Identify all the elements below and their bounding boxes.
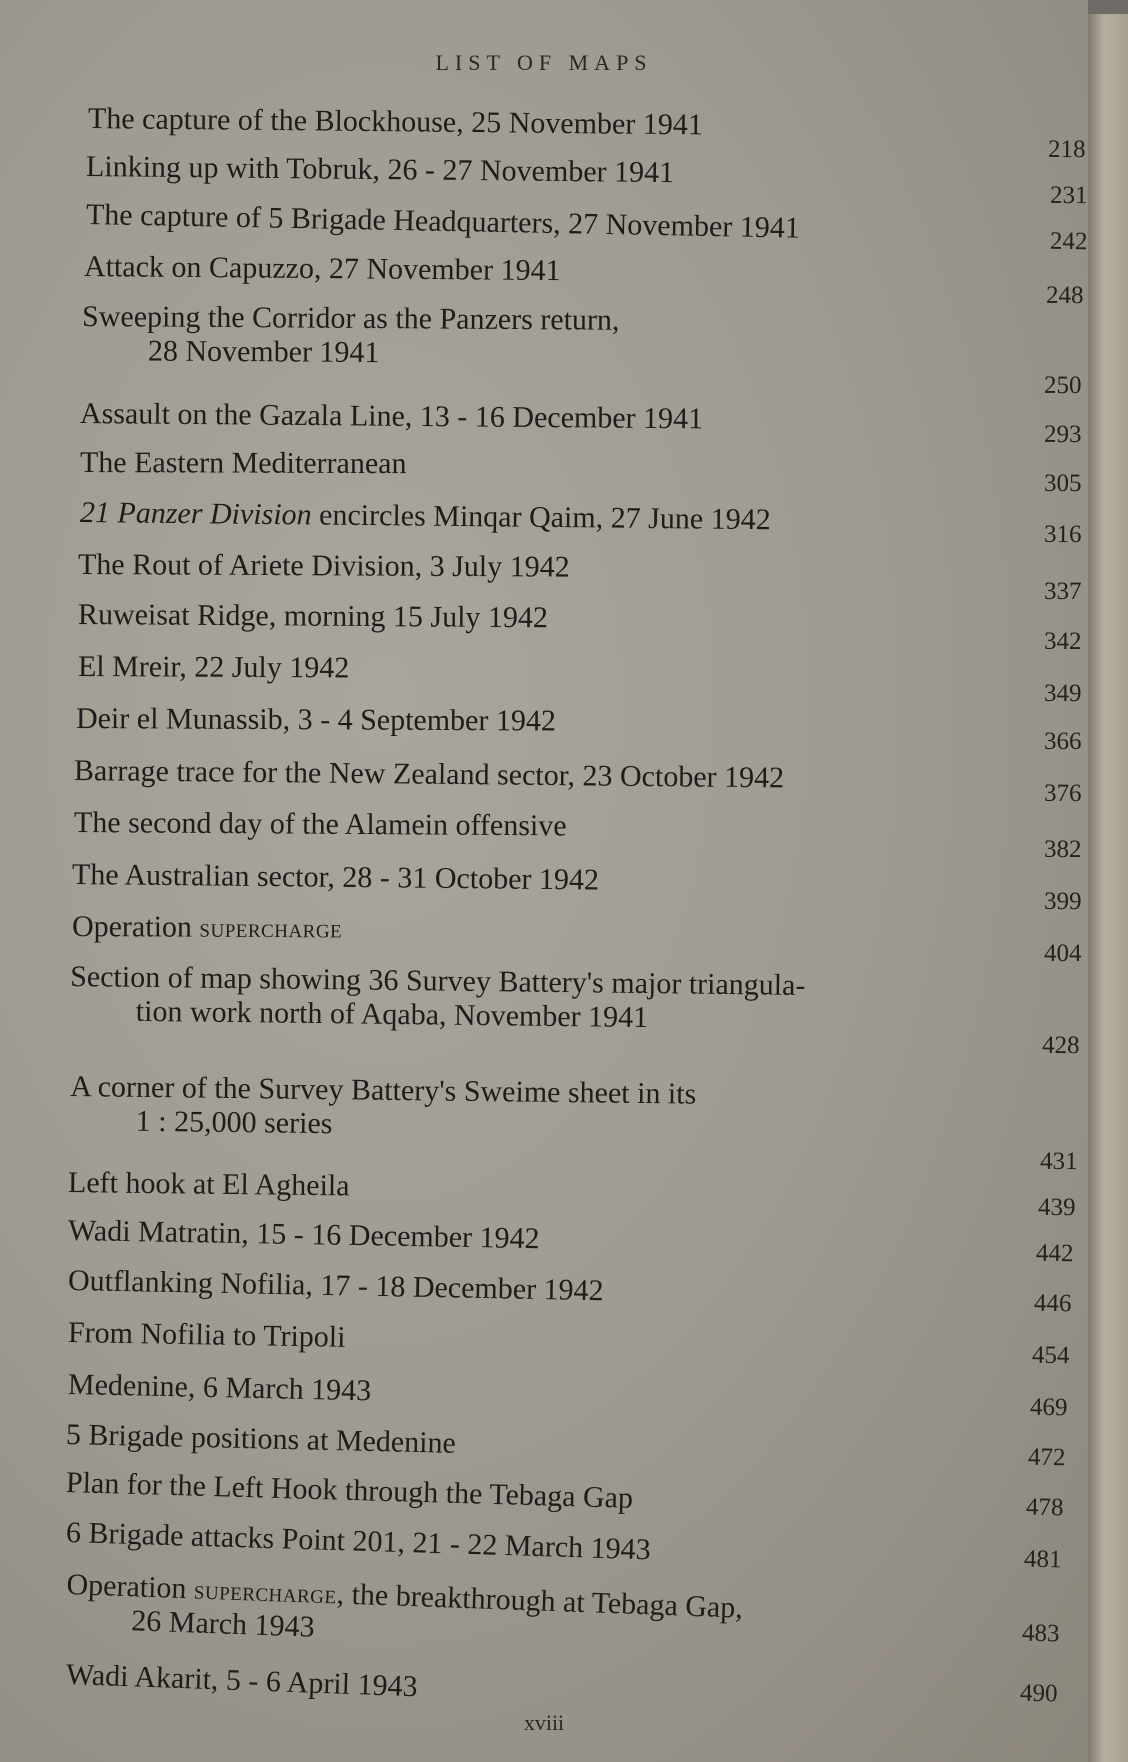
map-title	[72, 910, 342, 944]
page-number: 305	[1043, 469, 1082, 498]
map-title-text: From Nofilia to Tripoli	[67, 1316, 346, 1354]
page-number: 428	[1041, 1031, 1080, 1060]
map-entry	[72, 910, 342, 945]
map-title-text: El Mreir, 22 July 1942	[77, 650, 350, 685]
page-number: 469	[1029, 1393, 1068, 1422]
map-entry	[74, 806, 567, 843]
map-entry	[80, 446, 407, 481]
page-number: 472	[1027, 1443, 1066, 1472]
page-number: 250	[1043, 371, 1082, 400]
page-gutter-shadow	[1088, 0, 1128, 14]
map-title-text: Assault on the Gazala Line, 13 - 16 December 1941	[79, 397, 704, 436]
map-title	[86, 150, 674, 189]
map-title	[74, 754, 784, 794]
map-title	[84, 250, 561, 287]
page-number: 404	[1043, 939, 1082, 968]
map-title-text: Operation	[71, 910, 200, 944]
map-title	[82, 300, 620, 337]
map-title-text: The capture of 5 Brigade Headquarters, 27 November 1941	[85, 198, 801, 245]
map-title-text: Deir el Munassib, 3 - 4 September 1942	[75, 702, 557, 738]
map-entry	[82, 300, 620, 372]
map-title-continuation: 1 : 25,000 series	[135, 1104, 333, 1141]
map-title-text: Linking up with Tobruk, 26 - 27 November 1941	[85, 150, 675, 190]
map-title	[80, 446, 407, 480]
page-number: 316	[1043, 520, 1082, 549]
map-title-text: Ruweisat Ridge, morning 15 July 1942	[77, 598, 549, 635]
map-title	[88, 102, 703, 141]
map-entry	[78, 598, 548, 635]
map-title	[80, 496, 771, 536]
map-entry	[78, 650, 349, 685]
map-title-text: 5 Brigade positions at Medenine	[65, 1418, 457, 1460]
map-title	[68, 1316, 346, 1354]
page-number: 446	[1033, 1289, 1072, 1318]
map-title-text: The second day of the Alamein offensive	[73, 806, 567, 843]
map-entry	[68, 1368, 372, 1408]
map-title-text: Plan for the Left Hook through the Tebaga Gap	[65, 1466, 634, 1515]
page-gutter	[1088, 0, 1128, 1762]
map-entry	[80, 496, 771, 537]
page-number: 439	[1037, 1193, 1076, 1222]
map-title-text: A corner of the Survey Battery's Sweime sheet in its	[70, 1070, 697, 1111]
page-number: 399	[1043, 887, 1082, 916]
page-number: 376	[1043, 779, 1082, 808]
map-title	[68, 1166, 350, 1202]
map-title-continuation: tion work north of Aqaba, November 1941	[135, 994, 649, 1035]
map-title-text: Barrage trace for the New Zealand sector, 23 October 1942	[73, 754, 785, 795]
map-title-text: Outflanking Nofilia, 17 - 18 December 1942	[67, 1264, 604, 1308]
map-title	[76, 702, 556, 738]
map-entry	[80, 397, 703, 436]
map-title-text: The capture of the Blockhouse, 25 November 1941	[87, 102, 703, 142]
map-title-text: 6 Brigade attacks Point 201, 21 - 22 March 1943	[65, 1516, 652, 1567]
map-title-text: The Australian sector, 28 - 31 October 1942	[71, 858, 600, 897]
page-number: 478	[1025, 1493, 1064, 1522]
map-entry	[88, 102, 703, 142]
page-number: 454	[1031, 1341, 1070, 1370]
map-entry	[70, 960, 806, 1037]
map-title-text: , the breakthrough at Tebaga Gap,	[336, 1577, 744, 1625]
page-folio: xviii	[523, 1710, 565, 1735]
page-number: 248	[1045, 281, 1084, 310]
map-entry	[86, 150, 674, 190]
map-title	[68, 1214, 540, 1255]
map-title	[78, 650, 349, 684]
map-entry	[84, 250, 561, 288]
page-number: 490	[1019, 1679, 1058, 1708]
page-number: 242	[1049, 227, 1088, 256]
map-title-text: Left hook at El Agheila	[67, 1166, 350, 1203]
map-entry	[76, 702, 556, 739]
map-title	[78, 598, 548, 634]
page-number: 366	[1043, 727, 1082, 756]
map-title	[68, 1368, 372, 1407]
map-title-text: The Eastern Mediterranean	[79, 446, 407, 481]
map-title-continuation: 28 November 1941	[147, 334, 380, 370]
map-title	[72, 858, 599, 897]
page-number: 431	[1039, 1147, 1078, 1176]
running-head: LIST OF MAPS	[435, 50, 653, 75]
map-title-text: encircles Minqar Qaim, 27 June 1942	[311, 498, 771, 537]
map-entry	[68, 1166, 350, 1203]
page-number: 337	[1043, 577, 1082, 606]
map-title-text: Attack on Capuzzo, 27 November 1941	[83, 250, 561, 288]
page-number: 342	[1043, 627, 1082, 656]
map-title-italic: 21 Panzer Division	[79, 496, 312, 532]
map-title	[74, 806, 567, 842]
operation-name: supercharge	[193, 1574, 338, 1610]
map-entry	[70, 1070, 697, 1146]
map-title	[80, 397, 703, 435]
map-title-continuation: 26 March 1943	[130, 1604, 316, 1644]
map-entry	[78, 548, 570, 585]
page-number: 481	[1023, 1545, 1062, 1574]
operation-name: supercharge	[199, 912, 343, 944]
page-number: 231	[1049, 181, 1088, 210]
map-title-text: Section of map showing 36 Survey Battery's major triangula-	[70, 960, 806, 1002]
map-title-text: Medenine, 6 March 1943	[67, 1368, 372, 1408]
map-entry	[72, 858, 599, 898]
page-number: 218	[1047, 135, 1086, 164]
page-number: 483	[1021, 1619, 1060, 1648]
map-title	[78, 548, 570, 584]
page-number: 382	[1043, 835, 1082, 864]
map-entry	[68, 1316, 346, 1355]
page-number: 349	[1043, 679, 1082, 708]
map-title-text: Wadi Matratin, 15 - 16 December 1942	[67, 1214, 540, 1256]
map-title-text: The Rout of Ariete Division, 3 July 1942	[77, 548, 570, 584]
page-number: 293	[1043, 420, 1082, 449]
map-title-text: Wadi Akarit, 5 - 6 April 1943	[65, 1658, 419, 1704]
map-title-text: Operation	[66, 1568, 195, 1606]
page-number: 442	[1035, 1239, 1074, 1268]
map-title-text: Sweeping the Corridor as the Panzers return,	[82, 300, 620, 337]
